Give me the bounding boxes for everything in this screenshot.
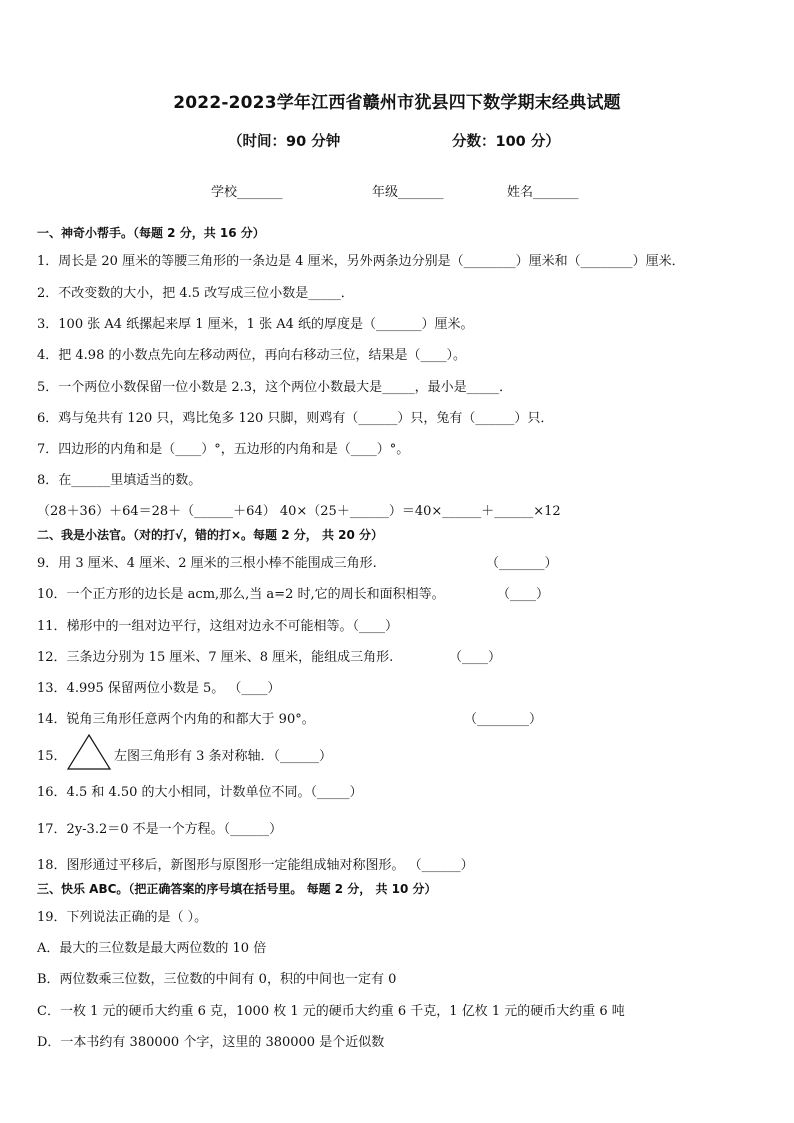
option-b: B．两位数乘三位数，三位数的中间有 0，积的中间也一定有 0 — [37, 972, 397, 987]
question-7: 7．四边形的内角和是（____）°，五边形的内角和是（____）°。 — [37, 442, 410, 457]
question-6: 6．鸡与兔共有 120 只，鸡比兔多 120 只脚，则鸡有（______）只，兔有（______）只． — [37, 411, 554, 426]
option-d: D．一本书约有 380000 个字，这里的 380000 是个近似数 — [37, 1035, 385, 1050]
question-10-answer-blank: （____） — [497, 587, 550, 602]
section-1-heading: 一、神奇小帮手。（每题 2 分，共 16 分） — [37, 226, 265, 240]
question-3: 3．100 张 A4 纸摞起来厚 1 厘米，1 张 A4 纸的厚度是（_______）厘米。 — [37, 317, 474, 332]
question-10: 10．一个正方形的边长是 acm,那么,当 a=2 时,它的周长和面积相等。 — [37, 587, 445, 602]
question-16: 16．4.5 和 4.50 的大小相同，计数单位不同。（_____） — [37, 785, 363, 800]
question-13: 13．4.995 保留两位小数是 5。 （____） — [37, 681, 281, 696]
question-9: 9．用 3 厘米、4 厘米、2 厘米的三根小棒不能围成三角形. — [37, 556, 377, 571]
section-3-heading: 三、快乐 ABC。（把正确答案的序号填在括号里。 每题 2 分， 共 10 分） — [37, 882, 437, 896]
question-12: 12．三条边分别为 15 厘米、7 厘米、8 厘米，能组成三角形. — [37, 650, 394, 665]
page-title: 2022-2023学年江西省赣州市犹县四下数学期末经典试题 — [173, 93, 621, 113]
question-12-answer-blank: （____） — [449, 650, 502, 665]
time-label: （时间：90 分钟 — [228, 134, 341, 150]
question-15: 左图三角形有 3 条对称轴．（______） — [114, 749, 333, 764]
question-1: 1．周长是 20 厘米的等腰三角形的一条边是 4 厘米，另外两条边分别是（________）厘米和（________）厘米． — [37, 254, 685, 269]
grade-field: 年级_______ — [372, 185, 444, 200]
question-15-number: 15． — [37, 749, 67, 764]
question-14: 14．锐角三角形任意两个内角的和都大于 90°。 — [37, 712, 315, 727]
question-19: 19．下列说法正确的是（ ）。 — [37, 910, 208, 925]
score-label: 分数：100 分） — [452, 134, 560, 150]
option-a: A．最大的三位数是最大两位数的 10 倍 — [37, 941, 267, 956]
question-17: 17．2y-3.2＝0 不是一个方程。（______） — [37, 822, 283, 837]
question-5: 5．一个两位小数保留一位小数是 2.3，这个两位小数最大是_____，最小是_____． — [37, 380, 513, 395]
question-2: 2．不改变数的大小，把 4.5 改写成三位小数是_____． — [37, 286, 354, 301]
section-2-heading: 二、我是小法官。（对的打√，错的打×。每题 2 分， 共 20 分） — [37, 528, 383, 542]
question-8-equations: （28＋36）＋64＝28＋（______＋64） 40×（25＋______）＝40×______＋______×12 — [37, 504, 561, 519]
question-8: 8．在______里填适当的数。 — [37, 473, 202, 488]
school-field: 学校_______ — [211, 185, 283, 200]
question-14-answer-blank: （________） — [464, 712, 543, 727]
question-9-answer-blank: （_______） — [486, 556, 558, 571]
question-11: 11．梯形中的一组对边平行，这组对边永不可能相等。（____） — [37, 619, 399, 634]
question-18: 18．图形通过平移后，新图形与原图形一定能组成轴对称图形。 （______） — [37, 858, 474, 873]
triangle-figure — [66, 733, 112, 771]
question-4: 4．把 4.98 的小数点先向左移动两位，再向右移动三位，结果是（____）。 — [37, 348, 466, 363]
name-field: 姓名_______ — [507, 185, 579, 200]
option-c: C．一枚 1 元的硬币大约重 6 克，1000 枚 1 元的硬币大约重 6 千克，1 亿枚 1 元的硬币大约重 6 吨 — [37, 1004, 625, 1019]
